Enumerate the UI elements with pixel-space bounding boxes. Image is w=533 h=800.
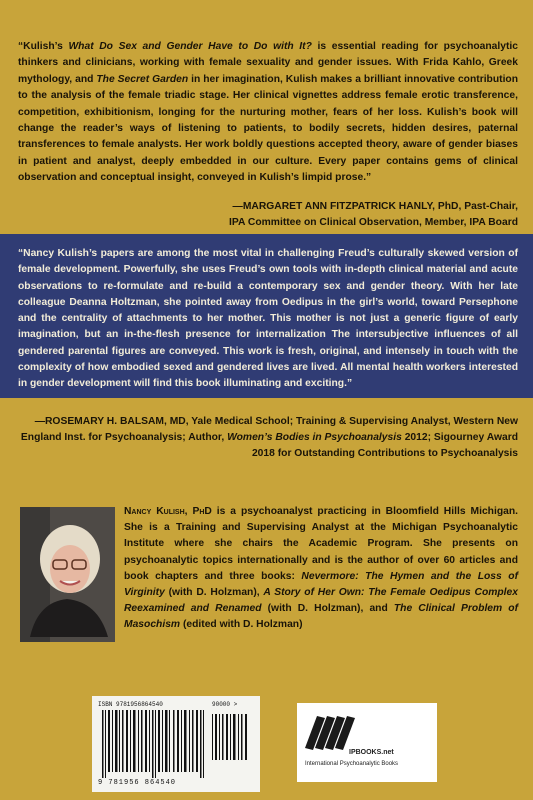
books-icon xyxy=(303,708,361,752)
attribution-text: 2012; Sigourney Award 2018 for Outstanding Contributions to Psychoanalysis xyxy=(251,432,518,459)
attribution-line: IPA Committee on Clinical Observation, Member, IPA Board xyxy=(229,217,518,228)
book-title-italic: The Clinical Problem of Masochism xyxy=(124,603,519,631)
book-title-italic: What Do Sex and Gender Have to Do with It? xyxy=(68,41,312,52)
quote-text: is essential reading for psychoanalytic thinkers and clinicians, working with female sexuality and gender issues. With Frida Kahlo, Greek mythology, and xyxy=(18,41,518,85)
author-photo xyxy=(20,507,115,642)
bio-text: (edited with D. Holzman) xyxy=(180,619,303,631)
attribution-text: —ROSEMARY H. BALSAM, MD, Yale Medical School; Training & Supervising Analyst, Western New England Inst. for Psychoanalysis; Author, xyxy=(20,416,518,443)
barcode-digits: 9 781956 864540 xyxy=(98,779,177,787)
book-title-italic: The Secret Garden xyxy=(96,73,189,85)
book-title-italic: Nevermore: The Hymen and the Loss of Virginity xyxy=(124,570,518,599)
review-quote-balsam: “Nancy Kulish’s papers are among the most vital in challenging Freud’s culturally skewed version of female development. Powerfully, she uses Freud’s own tools with in-depth clinical material and acute observations to re-formulate and re-build a contemporary sex and gender theory. With her late colleague Deanna Holtzman, she pointed away from Oedipus in the girl’s world, toward Persephone and the centrality of attachments to her mother. This mother is not just a generic figure of early imagination, but an in-the-flesh presence for internalization The intersubjective influences of all gendered parental figures are conveyed. This work is fresh, original, and intensely in touch with the complexity of how embodied sexed and gendered lives are lived. All mental health workers interested in gender development will find this book illuminating and exciting.” xyxy=(18,248,518,390)
attribution-line: —MARGARET ANN FITZPATRICK HANLY, PhD, Past-Chair, xyxy=(232,201,518,212)
publisher-name: International Psychoanalytic Books xyxy=(305,761,399,767)
bio-text: is a psychoanalyst practicing in Bloomfield Hills Michigan. She is a Training and Supervising Analyst at the Michigan Psychoanalytic Institute where she chairs the Academic Program. She presents on psychoanalytic topics internationally and is the author of over 60 articles and book chapters and three books: xyxy=(124,506,518,582)
isbn-barcode xyxy=(92,696,260,792)
attribution-balsam xyxy=(18,414,518,462)
author-name: Nancy Kulish, PhD xyxy=(124,506,212,517)
publisher-logo xyxy=(297,703,437,782)
publisher-brand: IPBOOKS.net xyxy=(349,749,394,756)
book-title-italic: Women’s Bodies in Psychoanalysis xyxy=(227,432,402,443)
review-quote-hanly xyxy=(18,39,518,187)
book-title-italic: A Story of Her Own: The Female Oedipus Complex Reexamined and Renamed xyxy=(124,587,518,615)
quote-text: in her imagination, Kulish makes a brilliant innovative contribution to the analysis of the female triadic stage. Her clinical vignettes address female erotic transference, competition, exhibitionism, longing for the nurturing mother, fears of her loss. Kulish’s book will change the reader’s ways of listening to patients, to bodily secrets, hidden desires, paternal transferences to female analysts. Her work boldly questions accepted theory, aware of gender biases in patient and analyst, deeply embedded in our culture. Every paper contains gems of clinical observation and conceptual insight, conveyed in Kulish’s limpid prose.” xyxy=(18,73,519,184)
attribution-hanly xyxy=(140,199,518,231)
barcode-bars xyxy=(98,710,254,778)
bio-text: (with D. Holzman), xyxy=(164,587,264,599)
author-bio xyxy=(124,504,518,634)
isbn-label: ISBN 9781956864540 xyxy=(98,701,163,708)
bio-text: (with D. Holzman), and xyxy=(261,603,394,615)
quote-text: “Kulish’s xyxy=(18,41,69,52)
price-code: 90000 > xyxy=(212,701,238,708)
